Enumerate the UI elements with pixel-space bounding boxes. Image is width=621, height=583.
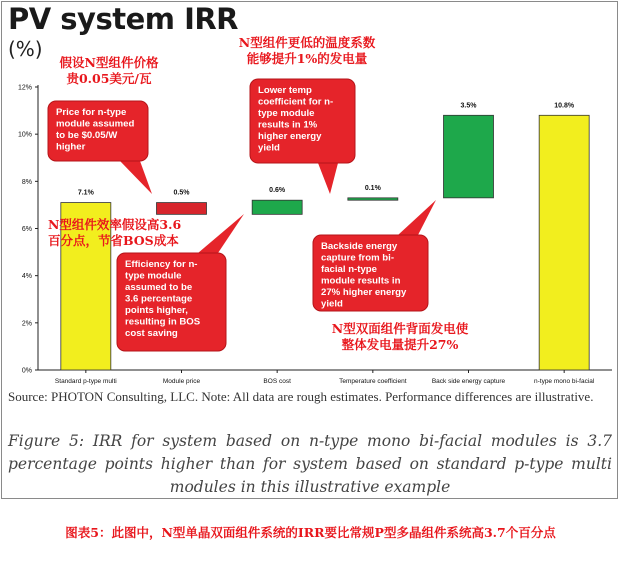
x-tick-label: n-type mono bi-facial xyxy=(533,378,595,385)
callout-text-line: module assumed xyxy=(56,118,135,130)
chart-title: PV system IRR xyxy=(8,2,239,36)
callout-text-line: higher energy xyxy=(258,131,322,142)
bar-data-label: 7.1% xyxy=(77,189,94,197)
callout-text-line: resulting in BOS xyxy=(125,316,201,328)
x-tick-label: Back side energy capture xyxy=(431,378,506,385)
cn-annotation-line: N型组件更低的温度系数 xyxy=(238,35,376,50)
y-unit-label: (%) xyxy=(8,37,43,61)
y-tick-label: 4% xyxy=(21,273,32,281)
callout-text-line: 27% higher energy xyxy=(321,287,407,298)
callout-text-line: 3.6 percentage xyxy=(125,293,193,305)
bar xyxy=(252,200,302,214)
y-tick-label: 2% xyxy=(21,320,32,328)
cn-annotation-line: N型双面组件背面发电使 xyxy=(331,321,469,336)
callout-text-line: results in 1% xyxy=(258,119,318,131)
bar xyxy=(157,203,207,215)
callout-text-line: higher xyxy=(56,141,86,153)
bar-data-label: 0.1% xyxy=(364,184,381,192)
y-tick-label: 10% xyxy=(17,131,32,139)
y-tick-label: 12% xyxy=(17,84,32,92)
callout-bubble xyxy=(313,200,436,311)
cn-annotation-line: N型组件效率假设高3.6 xyxy=(48,217,182,232)
callout-pointer xyxy=(120,161,152,194)
callout-bubble xyxy=(48,101,152,194)
callout-text-line: Lower temp xyxy=(258,85,312,96)
cn-annotation-line: 百分点，节省BOS成本 xyxy=(48,233,179,248)
cn-annotation-line: 贵0.05美元/瓦 xyxy=(66,71,152,86)
callout-text-line: module results in xyxy=(321,275,401,287)
cn-annotation-line: 假设N型组件价格 xyxy=(59,55,159,70)
callout-text-line: to be $0.05/W xyxy=(56,130,118,141)
bar-data-label: 0.5% xyxy=(173,189,190,197)
callout-pointer xyxy=(318,163,338,194)
callout-pointer xyxy=(398,200,436,235)
y-tick-label: 8% xyxy=(21,178,32,186)
callout-text-line: capture from bi- xyxy=(321,252,395,264)
callout-text-line: yield xyxy=(321,298,343,310)
callout-text-line: yield xyxy=(258,142,280,154)
callout-bubble xyxy=(250,79,355,194)
x-tick-label: Temperature coefficient xyxy=(339,378,407,385)
callout-text-line: assumed to be xyxy=(125,282,193,293)
callout-text-line: coefficient for n- xyxy=(258,96,334,108)
callout-text-line: points higher, xyxy=(125,305,188,316)
callout-text-line: Price for n-type xyxy=(56,107,127,118)
bar xyxy=(348,198,398,200)
source-note: Source: PHOTON Consulting, LLC. Note: All data are rough estimates. Performance differences are illustrative. xyxy=(8,389,594,404)
cn-annotation-line: 能够提升1%的发电量 xyxy=(246,51,368,66)
bar xyxy=(444,115,494,198)
callout-text-line: cost saving xyxy=(125,328,178,339)
callout-pointer xyxy=(198,214,244,253)
y-tick-label: 0% xyxy=(21,367,32,375)
callout-text-line: Backside energy xyxy=(321,241,398,252)
bar-data-label: 3.5% xyxy=(460,102,477,110)
y-tick-label: 6% xyxy=(21,226,32,233)
x-tick-label: BOS cost xyxy=(263,378,291,385)
callout-text-line: Efficiency for n- xyxy=(125,259,198,270)
callout-text-line: type module xyxy=(125,270,182,282)
bar-data-label: 10.8% xyxy=(554,102,575,110)
figure-caption: Figure 5: IRR for system based on n-type mono bi-facial modules is 3.7 percentage points higher than for system based on standard p-type multi modules in this illustrative example xyxy=(8,432,612,496)
bar xyxy=(539,115,589,370)
x-tick-label: Module price xyxy=(162,378,201,385)
callout-text-line: type module xyxy=(258,108,315,119)
figure-caption-cn: 图表5：此图中，N型单晶双面组件系统的IRR要比常规P型多晶组件系统高3.7个百分点 xyxy=(65,525,556,540)
cn-annotation-line: 整体发电量提升27% xyxy=(341,337,459,352)
callout-text-line: facial n-type xyxy=(321,264,377,275)
x-tick-label: Standard p-type multi xyxy=(54,378,117,385)
bar-data-label: 0.6% xyxy=(269,187,286,195)
